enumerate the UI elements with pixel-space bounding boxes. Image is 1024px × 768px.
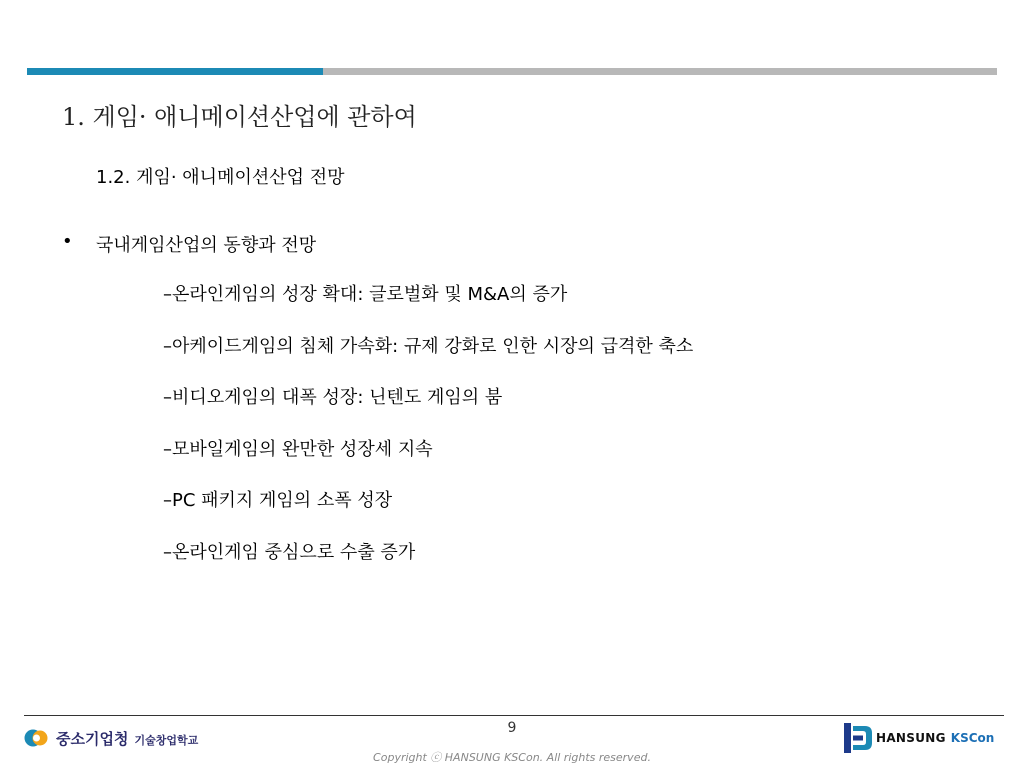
hansung-logo <box>843 722 994 754</box>
kscon-text: KSCon <box>950 731 995 745</box>
header-accent-bar-blue <box>27 68 323 75</box>
list-item: –아케이드게임의 침체 가속화: 규제 강화로 인한 시장의 급격한 축소 <box>163 335 694 357</box>
list-item: –모바일게임의 완만한 성장세 지속 <box>163 438 433 460</box>
trend-list <box>163 284 693 593</box>
slide-title: 1. 게임· 애니메이션산업에 관하여 <box>62 103 417 131</box>
bullet-marker: • <box>62 231 73 252</box>
smba-school-name: 기술창업학교 <box>134 733 199 747</box>
smba-logo <box>24 726 198 750</box>
list-item: –온라인게임의 성장 확대: 글로벌화 및 M&A의 증가 <box>163 284 568 305</box>
bullet-heading <box>62 231 316 257</box>
section-subtitle: 1.2. 게임· 애니메이션산업 전망 <box>96 167 345 188</box>
hansung-h-logo-icon <box>843 722 873 754</box>
smba-agency-name: 중소기업청 <box>56 729 129 748</box>
hansung-brand-text: HANSUNG <box>876 731 946 745</box>
smba-logo-icon <box>24 726 50 750</box>
header-accent-bar <box>27 68 997 75</box>
copyright-text: Copyright ⓒ HANSUNG KSCon. All rights reserved. <box>373 751 651 764</box>
list-item: –온라인게임 중심으로 수출 증가 <box>163 541 416 563</box>
header-accent-bar-gray <box>323 68 997 75</box>
list-item: –PC 패키지 게임의 소폭 성장 <box>163 490 393 511</box>
footer-divider <box>24 715 1004 716</box>
bullet-text: 국내게임산업의 동향과 전망 <box>96 235 317 256</box>
list-item: –비디오게임의 대폭 성장: 닌텐도 게임의 붐 <box>163 387 503 408</box>
page-number: 9 <box>507 720 517 736</box>
